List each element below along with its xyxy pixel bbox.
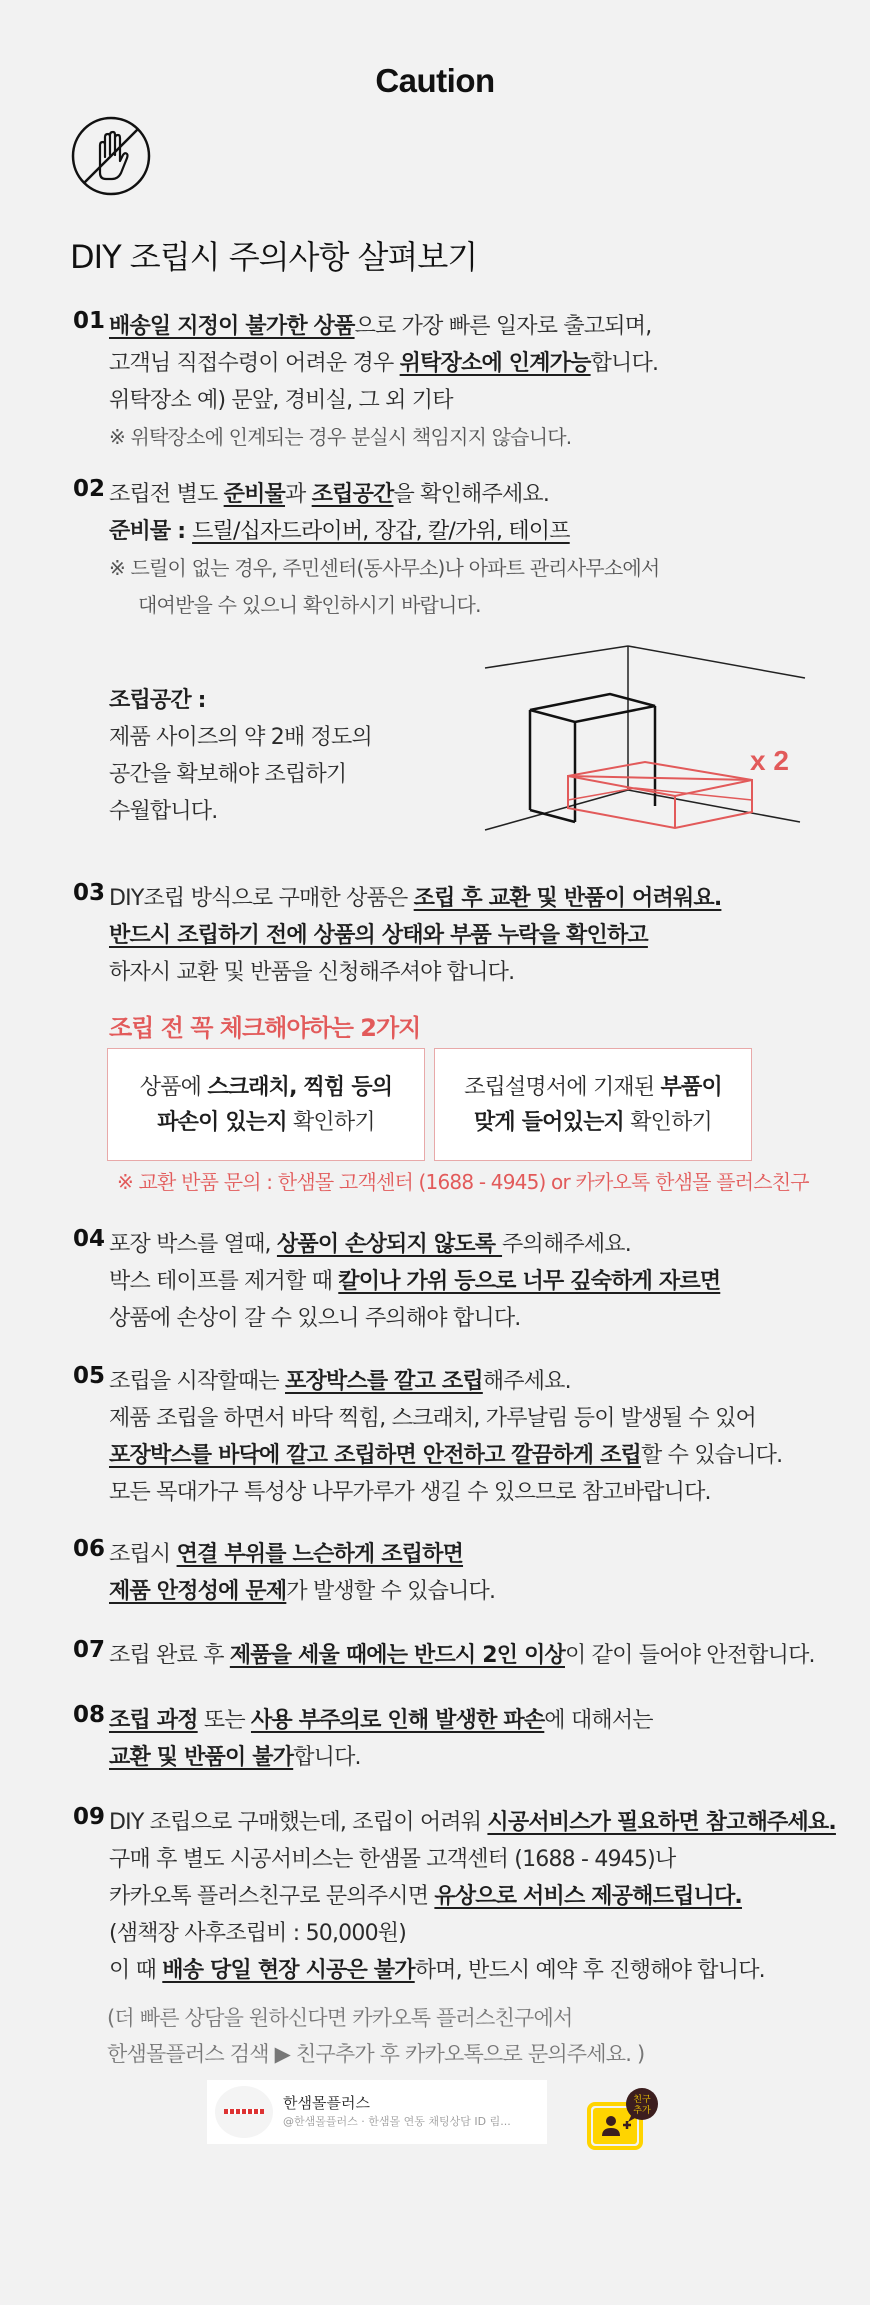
section-08 (73, 1702, 863, 1776)
text-line: DIY 조립으로 구매했는데, 조립이 어려워 시공서비스가 필요하면 참고해주세요. (109, 1810, 836, 1835)
text-line: 이 때 배송 당일 현장 시공은 불가하며, 반드시 예약 후 진행해야 합니다. (109, 1958, 765, 1983)
section-04 (73, 1226, 863, 1337)
note-line: 대여받을 수 있으니 확인하시기 바랍니다. (138, 593, 481, 617)
text-line: DIY조립 방식으로 구매한 상품은 조립 후 교환 및 반품이 어려워요. (109, 886, 722, 911)
text-line: 조립을 시작할때는 포장박스를 깔고 조립해주세요. (109, 1369, 571, 1394)
text-line: 하자시 교환 및 반품을 신청해주셔야 합니다. (109, 960, 515, 985)
text-line: 공간을 확보해야 조립하기 (109, 762, 347, 787)
add-friend-label: 친구 (633, 2095, 651, 2105)
section-number: 01 (73, 308, 106, 334)
note-line: ※ 드릴이 없는 경우, 주민센터(동사무소)나 아파트 관리사무소에서 (109, 556, 660, 580)
checklist-title: 조립 전 꼭 체크해야하는 2가지 (109, 1014, 421, 1042)
text-line: 고객님 직접수령이 어려운 경우 위탁장소에 인계가능합니다. (109, 351, 659, 376)
section-number: 03 (73, 880, 106, 906)
text-line: 포장박스를 바닥에 깔고 조립하면 안전하고 깔끔하게 조립할 수 있습니다. (109, 1443, 783, 1468)
channel-description: @한샘몰플러스 · 한샘몰 연동 채팅상담 ID 림... (283, 2115, 511, 2128)
text-line: 상품에 스크래치, 찍힘 등의 (139, 1074, 393, 1100)
text-line: 카카오톡 플러스친구로 문의주시면 유상으로 서비스 제공해드립니다. (109, 1884, 742, 1909)
section-number: 04 (73, 1226, 106, 1252)
text-line: (샘책장 사후조립비 : 50,000원) (109, 1921, 407, 1946)
section-01 (73, 308, 863, 456)
text-line: 박스 테이프를 제거할 때 칼이나 가위 등으로 너무 깊숙하게 자르면 (109, 1269, 721, 1294)
space-title: 조립공간 : (109, 688, 206, 713)
check-box-damage (107, 1048, 425, 1161)
text-line: 제품 조립을 하면서 바닥 찍힘, 스크래치, 가루날림 등이 발생될 수 있어 (109, 1406, 756, 1431)
text-line: 맞게 들어있는지 확인하기 (473, 1109, 713, 1135)
text-line: (더 빠른 상담을 원하신다면 카카오톡 플러스친구에서 (107, 2006, 573, 2030)
text-line: 모든 목대가구 특성상 나무가루가 생길 수 있으므로 참고바랍니다. (109, 1480, 711, 1505)
section-number: 02 (73, 476, 106, 502)
section-number: 06 (73, 1536, 106, 1562)
section-09 (73, 1804, 863, 1989)
consult-note (107, 2000, 644, 2072)
text-line: 한샘몰플러스 검색 ▶ 친구추가 후 카카오톡으로 문의주세요. ) (107, 2042, 645, 2066)
text-line: 조립 과정 또는 사용 부주의로 인해 발생한 파손에 대해서는 (109, 1708, 653, 1733)
section-06 (73, 1536, 863, 1610)
channel-name: 한샘몰플러스 (283, 2094, 370, 2112)
text-line: 조립설명서에 기재된 부품이 (464, 1074, 722, 1100)
section-number: 05 (73, 1363, 106, 1389)
text-line: 준비물 : 드릴/십자드라이버, 장갑, 칼/가위, 테이프 (109, 519, 570, 544)
text-line: 조립시 연결 부위를 느슨하게 조립하면 (109, 1542, 464, 1567)
section-number: 07 (73, 1637, 106, 1663)
text-line: 수월합니다. (109, 799, 218, 824)
no-hand-icon (70, 115, 152, 197)
section-02 (73, 476, 863, 624)
section-07 (73, 1637, 863, 1674)
text-line: 제품 사이즈의 약 2배 정도의 (109, 725, 372, 750)
page-heading: DIY 조립시 주의사항 살펴보기 (70, 238, 478, 276)
text-line: 파손이 있는지 확인하기 (157, 1109, 375, 1135)
text-line: 조립전 별도 준비물과 조립공간을 확인해주세요. (109, 482, 550, 507)
text-line: 교환 및 반품이 불가합니다. (109, 1745, 361, 1770)
add-friend-label: 추가 (633, 2106, 651, 2116)
kakao-channel-card[interactable] (207, 2080, 547, 2144)
text-line: 반드시 조립하기 전에 상품의 상태와 부품 누락을 확인하고 (109, 923, 648, 948)
section-number: 09 (73, 1804, 106, 1830)
assembly-space-diagram (480, 640, 810, 840)
section-03 (73, 880, 863, 991)
note-line: ※ 위탁장소에 인계되는 경우 분실시 책임지지 않습니다. (109, 425, 572, 449)
text-line: 상품에 손상이 갈 수 있으니 주의해야 합니다. (109, 1306, 521, 1331)
section-05 (73, 1363, 863, 1511)
assembly-space-info (109, 682, 372, 830)
add-friend-button[interactable] (586, 2088, 666, 2150)
inquiry-note: ※ 교환 반품 문의 : 한샘몰 고객센터 (1688 - 4945) or 카카오톡 한샘몰 플러스친구 (117, 1170, 809, 1194)
text-line: 조립 완료 후 제품을 세울 때에는 반드시 2인 이상이 같이 들어야 안전합니다. (109, 1643, 815, 1668)
section-number: 08 (73, 1702, 106, 1728)
check-box-parts (434, 1048, 752, 1161)
text-line: 위탁장소 예) 문앞, 경비실, 그 외 기타 (109, 388, 453, 413)
multiplier-label: x 2 (750, 745, 789, 776)
text-line: 구매 후 별도 시공서비스는 한샘몰 고객센터 (1688 - 4945)나 (109, 1847, 676, 1872)
text-line: 제품 안정성에 문제가 발생할 수 있습니다. (109, 1579, 496, 1604)
channel-logo (215, 2086, 273, 2138)
text-line: 배송일 지정이 불가한 상품으로 가장 빠른 일자로 출고되며, (109, 314, 652, 339)
caution-title: Caution (375, 62, 495, 99)
text-line: 포장 박스를 열때, 상품이 손상되지 않도록 주의해주세요. (109, 1232, 631, 1257)
